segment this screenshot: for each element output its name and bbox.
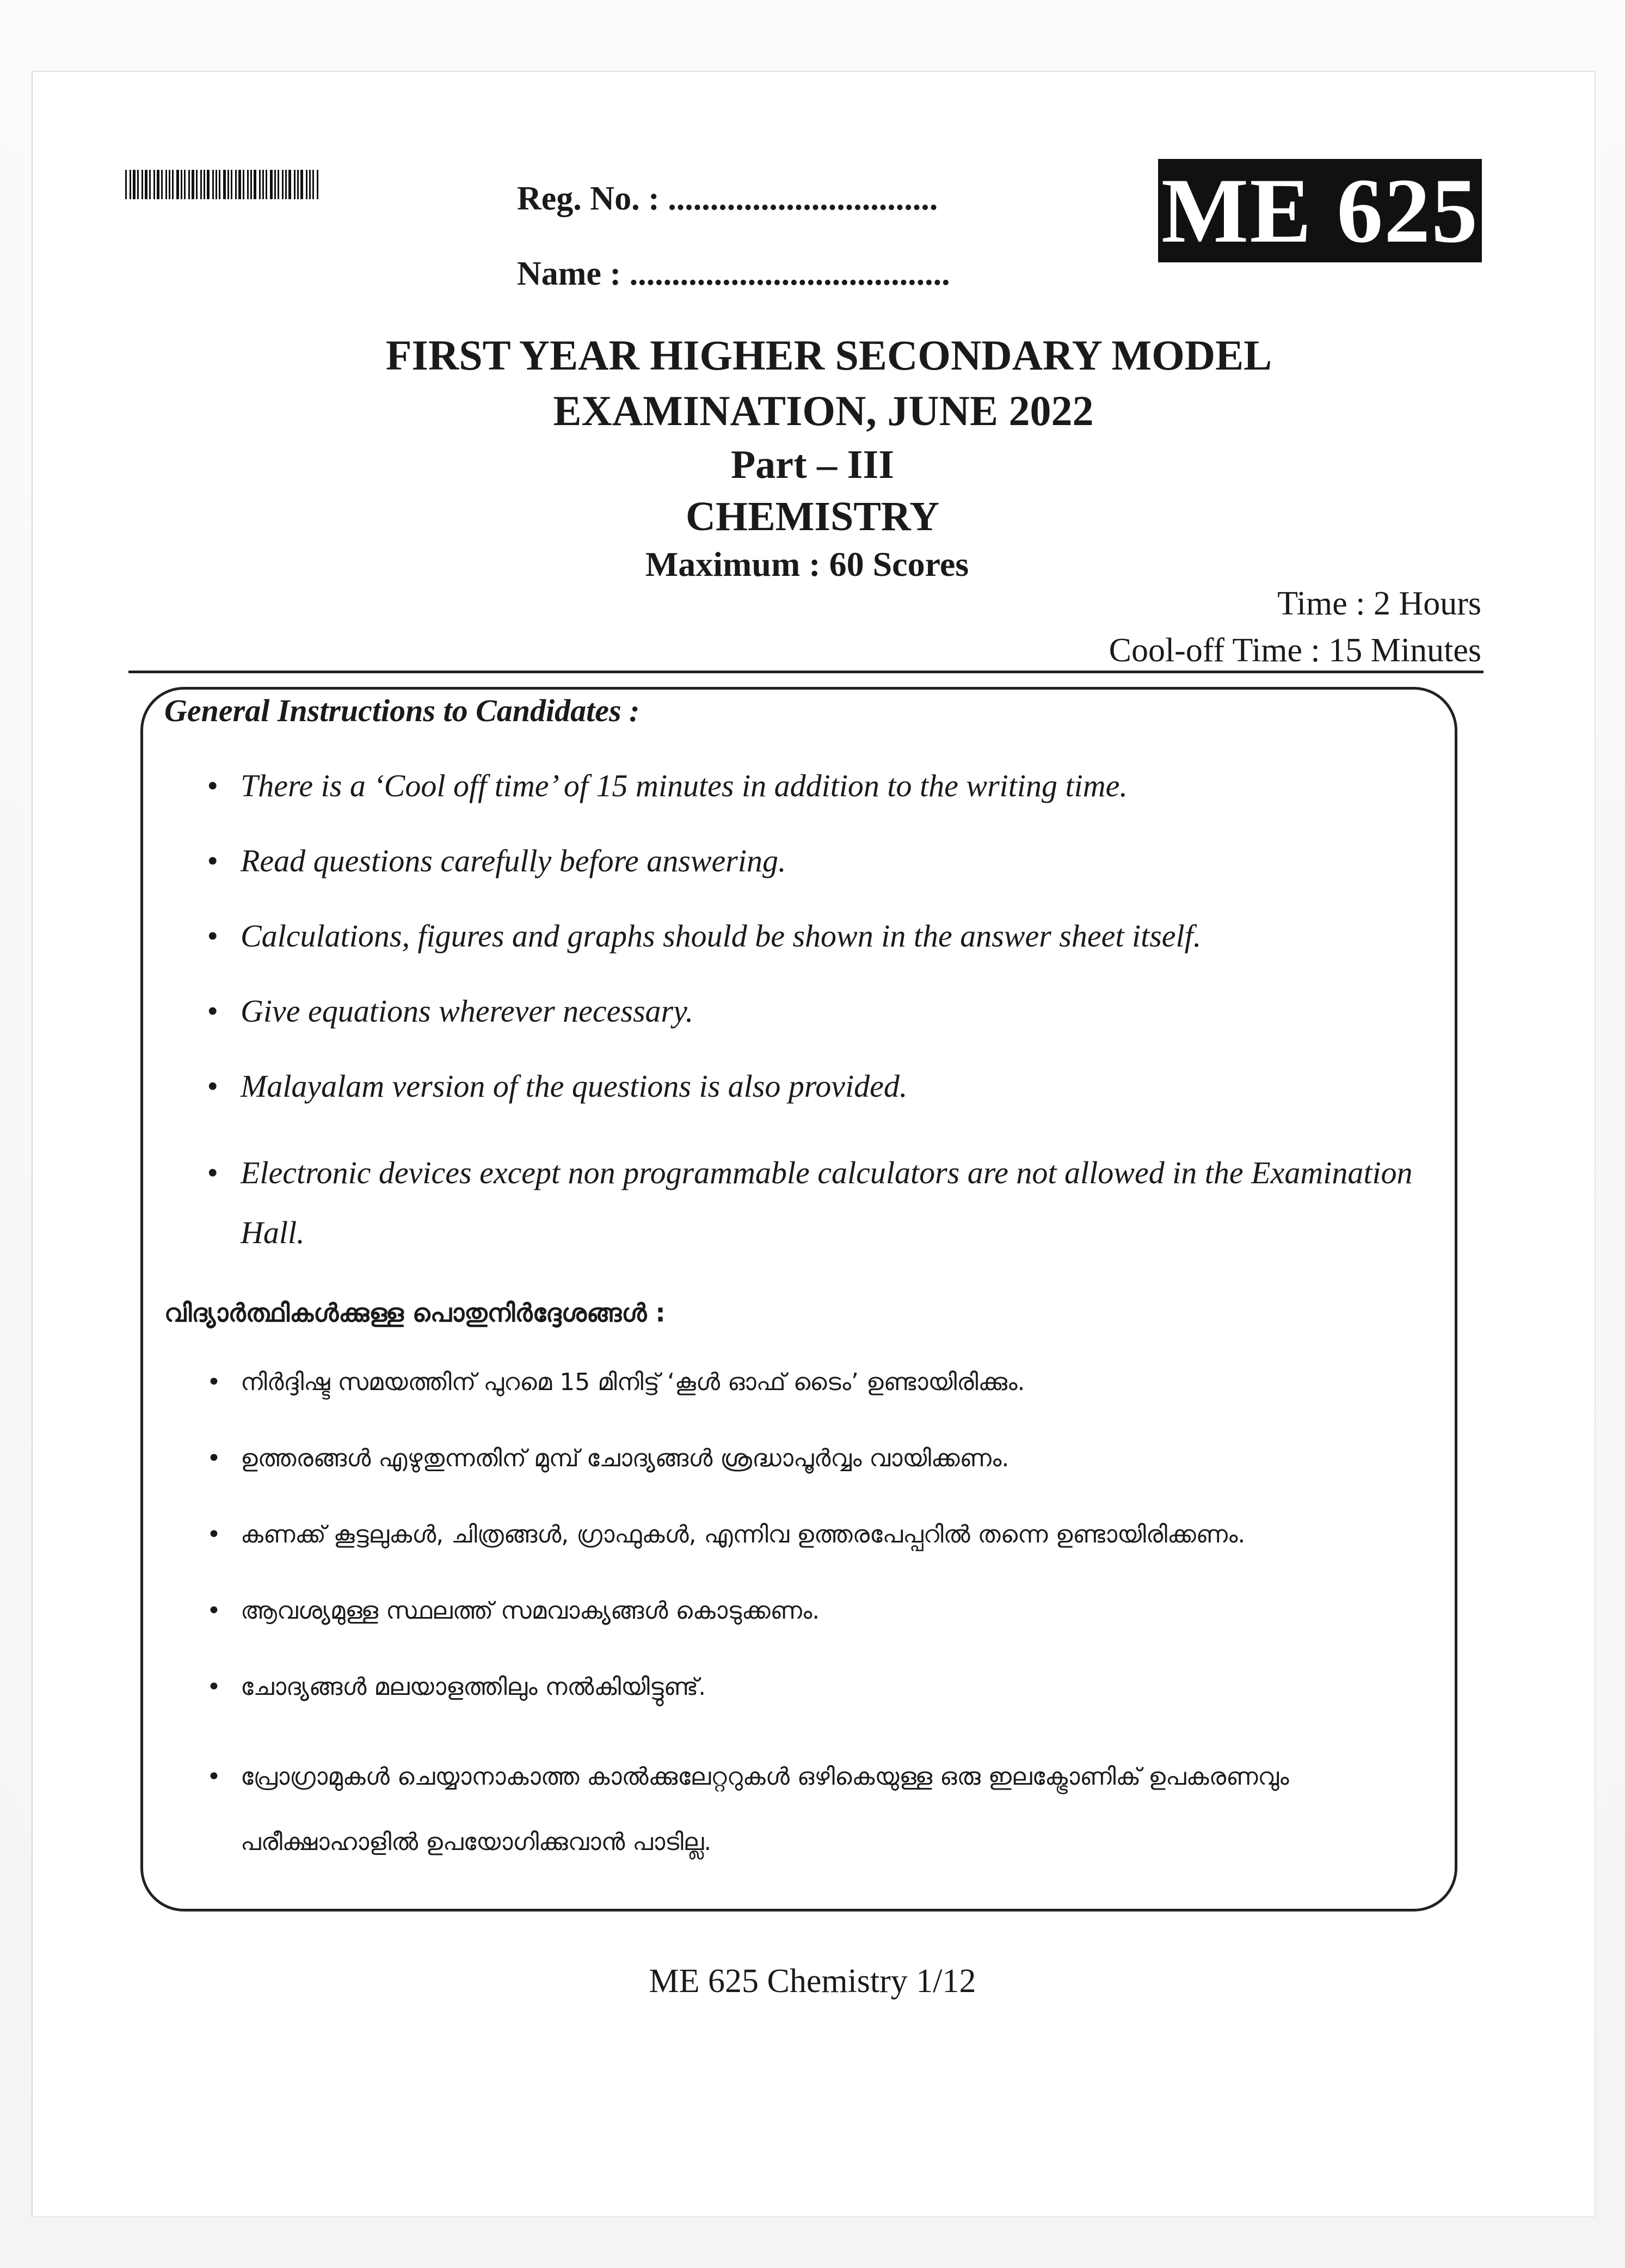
instruction-item: • There is a ‘Cool off time’ of 15 minutes in addition to the writing time. bbox=[207, 767, 1448, 804]
barcode-bar bbox=[297, 170, 299, 199]
barcode-bar bbox=[137, 170, 139, 199]
barcode-bar bbox=[262, 170, 264, 199]
barcode-bar bbox=[184, 170, 186, 199]
barcode-bar bbox=[204, 170, 205, 199]
instruction-item: • Read questions carefully before answering. bbox=[207, 843, 1448, 880]
instructions-heading: General Instructions to Candidates : bbox=[164, 693, 640, 728]
barcode-bar bbox=[125, 170, 127, 199]
barcode-bar bbox=[231, 170, 232, 199]
barcode-bar bbox=[243, 170, 244, 199]
malayalam-instructions-list bbox=[207, 1363, 1448, 1875]
barcode-bar bbox=[274, 170, 276, 199]
barcode-bar bbox=[227, 170, 229, 199]
malayalam-instruction-item: • കണക്ക് കൂട്ടലുകൾ, ചിത്രങ്ങൾ, ഗ്രാഫുകൾ, എന്നിവ ഉത്തരപേപ്പറിൽ തന്നെ ഉണ്ടായിരിക്കണം. bbox=[207, 1516, 1448, 1554]
barcode-bar bbox=[188, 170, 190, 199]
barcode-bar bbox=[282, 170, 284, 199]
barcode-bar bbox=[133, 170, 136, 199]
malayalam-instruction-item: • ചോദ്യങ്ങൾ മലയാളത്തിലും നൽകിയിട്ടുണ്ട്. bbox=[207, 1668, 1448, 1706]
barcode bbox=[125, 170, 343, 199]
reg-no-field: Reg. No. : ................................ bbox=[517, 180, 938, 217]
barcode-bar bbox=[141, 170, 143, 199]
exam-title-line-2: EXAMINATION, JUNE 2022 bbox=[553, 387, 1094, 434]
barcode-bar bbox=[153, 170, 155, 199]
barcode-bar bbox=[278, 170, 279, 199]
cool-off-time: Cool-off Time : 15 Minutes bbox=[1109, 632, 1481, 669]
exam-subject: CHEMISTRY bbox=[685, 494, 940, 539]
barcode-bar bbox=[288, 170, 291, 199]
barcode-bar bbox=[165, 170, 167, 199]
paper-code-badge: ME 625 bbox=[1158, 159, 1482, 262]
instruction-item: • Electronic devices except non programmable calculators are not allowed in the Examination Hall. bbox=[207, 1143, 1448, 1263]
malayalam-instruction-item: • നിർദ്ദിഷ്ട സമയത്തിന് പുറമെ 15 മിനിട്ട് ‘കൂൾ ഓഫ് ടൈം’ ഉണ്ടായിരിക്കും. bbox=[207, 1363, 1448, 1402]
malayalam-instruction-item: • പ്രോഗ്രാമുകൾ ചെയ്യാനാകാത്ത കാൽക്കുലേറ്ററുകൾ ഒഴികെയുള്ള ഒരു ഇലക്ട്രോണിക് ഉപകരണവും പരീക്ഷാഹാളിൽ ഉപയോഗിക്കുവാൻ പാടില്ല. bbox=[207, 1744, 1448, 1875]
barcode-bar bbox=[235, 170, 237, 199]
barcode-bar bbox=[212, 170, 214, 199]
barcode-bar bbox=[196, 170, 198, 199]
barcode-bar bbox=[157, 170, 159, 199]
instruction-item: • Malayalam version of the questions is also provided. bbox=[207, 1068, 1448, 1105]
divider-line bbox=[128, 671, 1484, 673]
exam-part: Part – III bbox=[730, 442, 895, 487]
page-footer: ME 625 Chemistry 1/12 bbox=[649, 1963, 976, 2000]
barcode-bar bbox=[250, 170, 252, 199]
exam-title-line-1: FIRST YEAR HIGHER SECONDARY MODEL bbox=[385, 331, 1272, 379]
barcode-bar bbox=[169, 170, 170, 199]
barcode-bar bbox=[149, 170, 151, 199]
barcode-bar bbox=[312, 170, 314, 199]
barcode-bar bbox=[238, 170, 241, 199]
malayalam-instruction-item: • ആവശ്യമുള്ള സ്ഥലത്ത് സമവാക്യങ്ങൾ കൊടുക്കണം. bbox=[207, 1592, 1448, 1630]
barcode-bar bbox=[207, 170, 210, 199]
time-allowed: Time : 2 Hours bbox=[1277, 585, 1481, 622]
english-instructions-list bbox=[207, 767, 1448, 1263]
barcode-bar bbox=[317, 170, 318, 199]
barcode-bar bbox=[259, 170, 261, 199]
barcode-bar bbox=[254, 170, 256, 199]
barcode-bar bbox=[176, 170, 179, 199]
barcode-bar bbox=[247, 170, 249, 199]
barcode-bar bbox=[130, 170, 131, 199]
name-field: Name : ...................................... bbox=[517, 255, 950, 292]
barcode-bar bbox=[266, 170, 267, 199]
barcode-bar bbox=[300, 170, 303, 199]
barcode-bar bbox=[294, 170, 296, 199]
malayalam-instruction-item: • ഉത്തരങ്ങൾ എഴുതുന്നതിന് മുമ്പ് ചോദ്യങ്ങൾ ശ്രദ്ധാപൂർവ്വം വായിക്കണം. bbox=[207, 1440, 1448, 1478]
barcode-bar bbox=[306, 170, 307, 199]
barcode-bar bbox=[161, 170, 163, 199]
barcode-bar bbox=[285, 170, 287, 199]
max-score: Maximum : 60 Scores bbox=[645, 545, 969, 583]
barcode-bar bbox=[192, 170, 194, 199]
barcode-bar bbox=[145, 170, 147, 199]
instruction-item: • Give equations wherever necessary. bbox=[207, 993, 1448, 1030]
barcode-bar bbox=[200, 170, 202, 199]
barcode-bar bbox=[223, 170, 226, 199]
barcode-bar bbox=[172, 170, 174, 199]
instruction-item: • Calculations, figures and graphs should be shown in the answer sheet itself. bbox=[207, 918, 1448, 955]
barcode-bar bbox=[219, 170, 220, 199]
malayalam-instructions-heading: വിദ്യാർത്ഥികൾക്കുള്ള പൊതുനിർദ്ദേശങ്ങൾ : bbox=[164, 1298, 666, 1327]
barcode-bar bbox=[270, 170, 273, 199]
barcode-bar bbox=[216, 170, 217, 199]
barcode-bar bbox=[181, 170, 182, 199]
barcode-bar bbox=[309, 170, 311, 199]
